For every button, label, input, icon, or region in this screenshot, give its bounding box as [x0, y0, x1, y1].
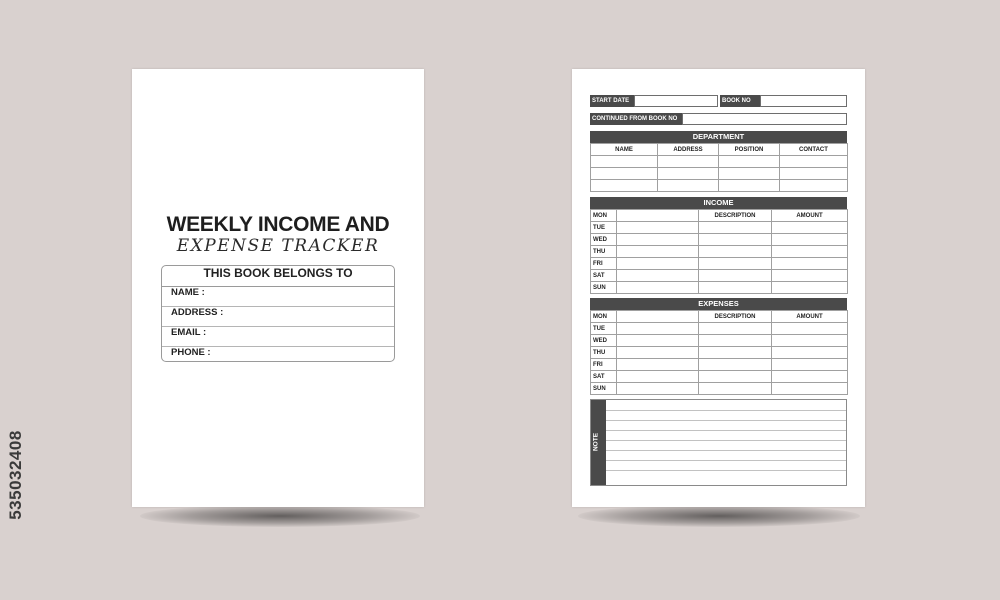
- income-table: [590, 209, 848, 294]
- table-cell: [772, 383, 848, 395]
- owner-email-field: EMAIL :: [162, 327, 394, 347]
- table-cell: [617, 222, 699, 234]
- expenses-table: [590, 310, 848, 395]
- table-cell: [772, 323, 848, 335]
- table-cell: [699, 246, 772, 258]
- table-cell: [772, 246, 848, 258]
- table-row: [591, 210, 848, 222]
- table-cell: [772, 258, 848, 270]
- income-amount-header: AMOUNT: [772, 210, 848, 222]
- expenses-header: EXPENSES: [590, 298, 847, 310]
- table-cell: [772, 282, 848, 294]
- table-cell: [617, 335, 699, 347]
- table-cell: [699, 258, 772, 270]
- table-cell: [617, 270, 699, 282]
- note-line: [606, 430, 846, 431]
- start-date-row: [590, 95, 847, 107]
- owner-box-heading: THIS BOOK BELONGS TO: [162, 266, 394, 287]
- department-header-row: [591, 144, 848, 156]
- table-cell: [772, 347, 848, 359]
- table-cell: [699, 335, 772, 347]
- cover-title: WEEKLY INCOME AND: [166, 213, 390, 236]
- table-cell: [772, 371, 848, 383]
- income-day-tue: TUE: [591, 222, 617, 234]
- expenses-day-fri: FRI: [591, 359, 617, 371]
- table-row: [591, 383, 848, 395]
- note-label: NOTE: [592, 432, 600, 452]
- book-no-field: [760, 95, 847, 107]
- department-table: [590, 143, 848, 192]
- tracker-page: [572, 69, 865, 507]
- table-row: [591, 359, 848, 371]
- book-no-label: BOOK NO: [720, 95, 760, 107]
- department-col-name: NAME: [591, 144, 658, 156]
- table-cell: [617, 383, 699, 395]
- table-cell: [699, 270, 772, 282]
- department-header: DEPARTMENT: [590, 131, 847, 143]
- table-cell: [772, 222, 848, 234]
- table-cell: [699, 234, 772, 246]
- table-cell: [617, 246, 699, 258]
- table-cell: [617, 359, 699, 371]
- table-cell: [699, 359, 772, 371]
- table-row: [591, 258, 848, 270]
- cover-subtitle: EXPENSE TRACKER: [176, 236, 380, 256]
- table-cell: [699, 383, 772, 395]
- table-row: [591, 222, 848, 234]
- income-header: INCOME: [590, 197, 847, 209]
- table-cell: [617, 234, 699, 246]
- table-row: [591, 311, 848, 323]
- expenses-day-mon: MON: [591, 311, 617, 323]
- owner-address-field: ADDRESS :: [162, 307, 394, 327]
- table-cell: [699, 222, 772, 234]
- expenses-day-tue: TUE: [591, 323, 617, 335]
- stock-id-label: [6, 360, 30, 590]
- table-cell: [658, 180, 719, 192]
- note-line: [606, 410, 846, 411]
- stock-id-text: 535032408: [6, 430, 25, 520]
- owner-info-box: [161, 265, 395, 362]
- table-cell: [617, 347, 699, 359]
- inner-page-shadow: [578, 505, 860, 527]
- table-cell: [772, 359, 848, 371]
- continued-field: [682, 113, 847, 125]
- note-line: [606, 440, 846, 441]
- income-day-mon: MON: [591, 210, 617, 222]
- table-row: [591, 282, 848, 294]
- table-cell: [591, 180, 658, 192]
- table-cell: [699, 323, 772, 335]
- department-col-address: ADDRESS: [658, 144, 719, 156]
- expenses-description-header: DESCRIPTION: [699, 311, 772, 323]
- start-date-label: START DATE: [590, 95, 634, 107]
- note-tab: [591, 400, 606, 485]
- table-cell: [617, 258, 699, 270]
- continued-label: CONTINUED FROM BOOK NO: [590, 113, 682, 125]
- table-cell: [780, 156, 848, 168]
- table-row: [591, 180, 848, 192]
- department-col-position: POSITION: [719, 144, 780, 156]
- table-cell: [591, 156, 658, 168]
- table-cell: [772, 234, 848, 246]
- table-cell: [699, 347, 772, 359]
- cover-page: [132, 69, 424, 507]
- expenses-amount-header: AMOUNT: [772, 311, 848, 323]
- note-line: [606, 470, 846, 471]
- expenses-day-sat: SAT: [591, 371, 617, 383]
- income-day-sat: SAT: [591, 270, 617, 282]
- table-row: [591, 335, 848, 347]
- note-line: [606, 420, 846, 421]
- note-line: [606, 450, 846, 451]
- table-cell: [780, 180, 848, 192]
- expenses-day-wed: WED: [591, 335, 617, 347]
- expenses-day-thu: THU: [591, 347, 617, 359]
- department-col-contact: CONTACT: [780, 144, 848, 156]
- table-row: [591, 168, 848, 180]
- table-cell: [617, 323, 699, 335]
- table-cell: [591, 168, 658, 180]
- table-cell: [719, 156, 780, 168]
- table-row: [591, 371, 848, 383]
- table-cell: [658, 168, 719, 180]
- income-day-wed: WED: [591, 234, 617, 246]
- table-row: [591, 347, 848, 359]
- table-cell: [719, 168, 780, 180]
- table-cell: [617, 210, 699, 222]
- owner-phone-field: PHONE :: [171, 347, 211, 358]
- table-cell: [617, 311, 699, 323]
- cover-shadow: [140, 505, 420, 527]
- note-box: [590, 399, 847, 486]
- table-cell: [699, 282, 772, 294]
- income-day-thu: THU: [591, 246, 617, 258]
- table-row: [591, 156, 848, 168]
- table-cell: [772, 270, 848, 282]
- table-row: [591, 246, 848, 258]
- start-date-field: [634, 95, 718, 107]
- table-row: [591, 270, 848, 282]
- table-cell: [617, 371, 699, 383]
- table-cell: [772, 335, 848, 347]
- table-cell: [699, 371, 772, 383]
- table-cell: [719, 180, 780, 192]
- table-cell: [780, 168, 848, 180]
- table-row: [591, 234, 848, 246]
- table-cell: [617, 282, 699, 294]
- owner-name-field: NAME :: [162, 287, 394, 307]
- table-row: [591, 323, 848, 335]
- income-description-header: DESCRIPTION: [699, 210, 772, 222]
- income-day-sun: SUN: [591, 282, 617, 294]
- expenses-day-sun: SUN: [591, 383, 617, 395]
- note-line: [606, 460, 846, 461]
- income-day-fri: FRI: [591, 258, 617, 270]
- continued-row: [590, 113, 847, 125]
- table-cell: [658, 156, 719, 168]
